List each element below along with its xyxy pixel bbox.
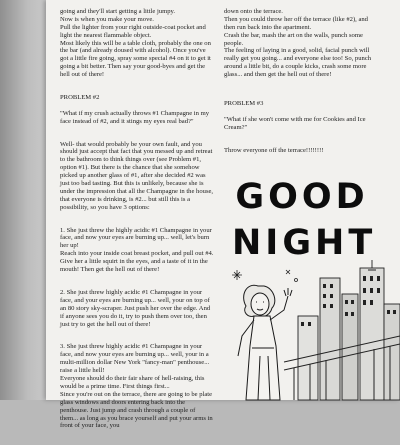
terrace-illustration xyxy=(224,266,400,400)
problem3-answer: Throw everyone off the terrace!!!!!!!! xyxy=(224,146,324,154)
right-top-paragraph: down onto the terrace. Then you could throw her off the terrace (like #2), and then run back into the apartment. Crash the bar, mash the art on the walls, punch some people. The feeling of laying in a good, solid, facial punch will really get you going... and everyone else too! So, punch around a little bit, do a couple kicks, crash some more glass... and then get the hell out of there! xyxy=(224,7,372,79)
headline-good: GOOD xyxy=(235,177,369,217)
magazine-page xyxy=(46,0,400,430)
problem3-question: "What if she won't come with me for Cookies and Ice Cream?" xyxy=(224,115,366,131)
problem2-title: PROBLEM #2 xyxy=(60,93,100,101)
scanner-gutter xyxy=(0,0,46,400)
right-column xyxy=(224,0,374,169)
option-3-paragraph: 3. She just threw highly acidic #1 Champagne in your face, and now your eyes are burning up... well, your in a multi-million dollar New York "fancy-man" penthouse... raise a little hell! Everyone should do their fair share of hell-raising, this would be a prime time. First things first... Since you're out on the terrace, there are going to be plate glass windows and doors entering back into the penthouse. Just jump and crash through a couple of them... as long as you brace yourself and put your arms in front of your face, you xyxy=(60,343,213,430)
problem3-title: PROBLEM #3 xyxy=(224,99,264,107)
left-column xyxy=(60,0,214,445)
headline-night: NIGHT xyxy=(232,223,377,263)
problem2-answer: Well- that would probably be your own fault, and you should just accept that fact that you messed up and retreat to the bathroom to think things over (see Problem #1, option #1). But there is the chance that she somehow picked up another glass of #1, after she decided #2 was just too bad tasting. But this is unlikely, because she is under the impression that all the Champagne in the house, that everyone is drinking, is #2... but still this is a possibility, so you have 3 options: xyxy=(60,140,214,211)
option-2-paragraph: 2. She just threw highly acidic #1 Champagne in your face, and your eyes are burning up... well, your on top of an 80 story sky-scraper. Just push her over the edge. And if anyone sees you do it, try to push them over too, then just try to get the hell out of there! xyxy=(60,288,211,328)
problem2-question: "What if my crush actually throws #1 Champagne in my face instead of #2, and it stings my eyes real bad?" xyxy=(60,109,210,125)
intro-paragraph: going and they'll start getting a little jumpy. Now is when you make your move. Pull the lighter from your right outside-coat pocket and light the nearest flammable object. Most likely this will be a table cloth, probably the one on the bar (and already doused with alcohol). Once you've got a little fire going, spray some special #4 on it to get it going a bit better. Then say your good-byes and get the hell out of there! xyxy=(60,7,211,79)
option-1-paragraph: 1. She just threw the highly acidic #1 Champagne in your face, and now your eyes are burning up... well, let's burn her up! Reach into your inside coat breast pocket, and pull out #4. Give her a little squirt in the eyes, and a taste of it in the mouth! Then get the hell out of there! xyxy=(60,226,214,274)
